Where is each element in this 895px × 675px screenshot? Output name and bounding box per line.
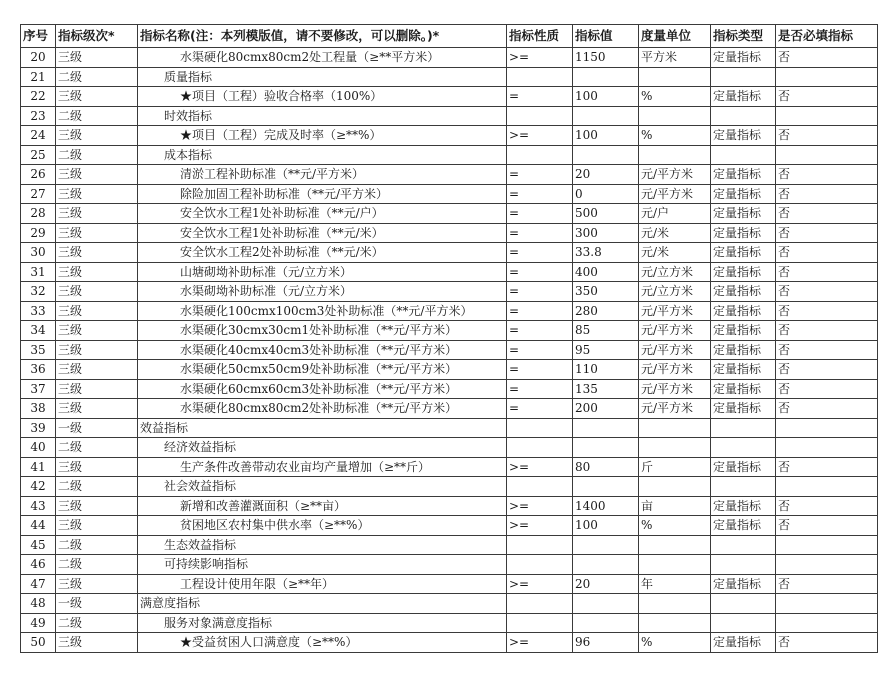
- cell-type: 定量指标: [711, 48, 776, 68]
- cell-type: [711, 555, 776, 575]
- cell-required: 否: [776, 204, 878, 224]
- cell-type: 定量指标: [711, 184, 776, 204]
- table-row: [21, 360, 878, 380]
- table-row: [21, 594, 878, 614]
- cell-name: ★项目（工程）完成及时率（≥**%）: [138, 126, 507, 146]
- cell-name: 工程设计使用年限（≥**年）: [138, 574, 507, 594]
- cell-type: [711, 67, 776, 87]
- cell-level: 三级: [56, 516, 138, 536]
- header-unit: 度量单位: [639, 25, 711, 48]
- cell-nature: [507, 106, 573, 126]
- cell-type: 定量指标: [711, 399, 776, 419]
- cell-type: 定量指标: [711, 282, 776, 302]
- cell-level: 三级: [56, 204, 138, 224]
- header-value: 指标值: [573, 25, 639, 48]
- cell-name: 时效指标: [138, 106, 507, 126]
- cell-no: 24: [21, 126, 56, 146]
- cell-required: 否: [776, 184, 878, 204]
- cell-no: 49: [21, 613, 56, 633]
- cell-nature: [507, 418, 573, 438]
- cell-value: 96: [573, 633, 639, 653]
- cell-nature: [507, 613, 573, 633]
- cell-type: 定量指标: [711, 204, 776, 224]
- cell-level: 一级: [56, 418, 138, 438]
- table-row: [21, 379, 878, 399]
- cell-required: 否: [776, 243, 878, 263]
- cell-nature: [507, 67, 573, 87]
- cell-name: 除险加固工程补助标准（**元/平方米）: [138, 184, 507, 204]
- cell-value: 33.8: [573, 243, 639, 263]
- cell-nature: >=: [507, 496, 573, 516]
- cell-value: 85: [573, 321, 639, 341]
- cell-value: 350: [573, 282, 639, 302]
- cell-nature: =: [507, 301, 573, 321]
- cell-name: 服务对象满意度指标: [138, 613, 507, 633]
- table-row: [21, 126, 878, 146]
- table-row: [21, 496, 878, 516]
- cell-name: 满意度指标: [138, 594, 507, 614]
- header-level: 指标级次*: [56, 25, 138, 48]
- cell-unit: [639, 555, 711, 575]
- cell-value: 95: [573, 340, 639, 360]
- cell-required: [776, 418, 878, 438]
- cell-name: 生产条件改善带动农业亩均产量增加（≥**斤）: [138, 457, 507, 477]
- table-row: [21, 48, 878, 68]
- cell-level: 三级: [56, 457, 138, 477]
- cell-no: 43: [21, 496, 56, 516]
- cell-type: 定量指标: [711, 457, 776, 477]
- cell-unit: %: [639, 516, 711, 536]
- cell-nature: >=: [507, 516, 573, 536]
- cell-name: 清淤工程补助标准（**元/平方米）: [138, 165, 507, 185]
- cell-no: 21: [21, 67, 56, 87]
- cell-no: 31: [21, 262, 56, 282]
- cell-level: 三级: [56, 574, 138, 594]
- header-required: 是否必填指标: [776, 25, 878, 48]
- table-row: [21, 477, 878, 497]
- cell-nature: =: [507, 379, 573, 399]
- cell-level: 三级: [56, 379, 138, 399]
- table-row: [21, 184, 878, 204]
- cell-value: [573, 594, 639, 614]
- cell-name: 质量指标: [138, 67, 507, 87]
- cell-unit: [639, 594, 711, 614]
- table-row: [21, 418, 878, 438]
- cell-value: [573, 477, 639, 497]
- cell-name: 水渠硬化80cmx80cm2处补助标准（**元/平方米）: [138, 399, 507, 419]
- cell-type: 定量指标: [711, 87, 776, 107]
- cell-no: 30: [21, 243, 56, 263]
- cell-required: 否: [776, 321, 878, 341]
- cell-type: 定量指标: [711, 126, 776, 146]
- header-type: 指标类型: [711, 25, 776, 48]
- cell-type: [711, 438, 776, 458]
- cell-required: [776, 535, 878, 555]
- cell-no: 28: [21, 204, 56, 224]
- cell-value: [573, 555, 639, 575]
- cell-required: 否: [776, 516, 878, 536]
- cell-nature: >=: [507, 457, 573, 477]
- cell-value: 400: [573, 262, 639, 282]
- cell-level: 一级: [56, 594, 138, 614]
- cell-name: 新增和改善灌溉面积（≥**亩）: [138, 496, 507, 516]
- cell-type: [711, 418, 776, 438]
- table-row: [21, 145, 878, 165]
- cell-no: 20: [21, 48, 56, 68]
- cell-unit: %: [639, 126, 711, 146]
- cell-required: 否: [776, 48, 878, 68]
- cell-level: 三级: [56, 262, 138, 282]
- cell-level: 三级: [56, 360, 138, 380]
- cell-level: 三级: [56, 340, 138, 360]
- cell-nature: =: [507, 243, 573, 263]
- table-row: [21, 438, 878, 458]
- cell-type: 定量指标: [711, 360, 776, 380]
- cell-no: 23: [21, 106, 56, 126]
- cell-type: 定量指标: [711, 379, 776, 399]
- cell-name: 水渠硬化100cmx100cm3处补助标准（**元/平方米）: [138, 301, 507, 321]
- cell-unit: %: [639, 633, 711, 653]
- table-row: [21, 457, 878, 477]
- cell-required: 否: [776, 87, 878, 107]
- cell-required: 否: [776, 262, 878, 282]
- cell-nature: =: [507, 321, 573, 341]
- cell-type: 定量指标: [711, 262, 776, 282]
- cell-unit: 年: [639, 574, 711, 594]
- cell-type: [711, 106, 776, 126]
- cell-type: [711, 145, 776, 165]
- cell-name: 水渠硬化80cmx80cm2处工程量（≥**平方米）: [138, 48, 507, 68]
- cell-no: 44: [21, 516, 56, 536]
- cell-no: 29: [21, 223, 56, 243]
- cell-nature: =: [507, 262, 573, 282]
- table-row: [21, 340, 878, 360]
- cell-nature: >=: [507, 126, 573, 146]
- cell-nature: [507, 535, 573, 555]
- cell-unit: 元/平方米: [639, 184, 711, 204]
- cell-type: [711, 477, 776, 497]
- cell-value: [573, 145, 639, 165]
- cell-no: 40: [21, 438, 56, 458]
- cell-level: 二级: [56, 106, 138, 126]
- cell-unit: 元/立方米: [639, 262, 711, 282]
- cell-type: 定量指标: [711, 633, 776, 653]
- cell-type: [711, 594, 776, 614]
- cell-value: 20: [573, 165, 639, 185]
- cell-required: 否: [776, 301, 878, 321]
- cell-nature: [507, 555, 573, 575]
- cell-required: [776, 555, 878, 575]
- cell-required: 否: [776, 282, 878, 302]
- cell-type: 定量指标: [711, 301, 776, 321]
- cell-name: 水渠硬化60cmx60cm3处补助标准（**元/平方米）: [138, 379, 507, 399]
- cell-required: [776, 67, 878, 87]
- cell-nature: =: [507, 399, 573, 419]
- cell-no: 32: [21, 282, 56, 302]
- table-row: [21, 301, 878, 321]
- cell-required: 否: [776, 399, 878, 419]
- cell-name: ★受益贫困人口满意度（≥**%）: [138, 633, 507, 653]
- cell-value: 1400: [573, 496, 639, 516]
- cell-value: 100: [573, 126, 639, 146]
- cell-value: [573, 67, 639, 87]
- cell-required: 否: [776, 379, 878, 399]
- header-row: [21, 25, 878, 48]
- table-row: [21, 204, 878, 224]
- cell-no: 35: [21, 340, 56, 360]
- cell-unit: 元/平方米: [639, 301, 711, 321]
- cell-required: 否: [776, 360, 878, 380]
- cell-type: 定量指标: [711, 516, 776, 536]
- table-row: [21, 516, 878, 536]
- cell-level: 三级: [56, 223, 138, 243]
- cell-nature: [507, 438, 573, 458]
- cell-no: 22: [21, 87, 56, 107]
- cell-required: 否: [776, 574, 878, 594]
- table-row: [21, 223, 878, 243]
- cell-unit: [639, 106, 711, 126]
- cell-type: [711, 613, 776, 633]
- cell-unit: [639, 67, 711, 87]
- cell-level: 二级: [56, 67, 138, 87]
- cell-name: 水渠硬化30cmx30cm1处补助标准（**元/平方米）: [138, 321, 507, 341]
- cell-type: 定量指标: [711, 243, 776, 263]
- cell-nature: >=: [507, 633, 573, 653]
- cell-unit: 元/立方米: [639, 282, 711, 302]
- cell-value: [573, 613, 639, 633]
- cell-level: 三级: [56, 282, 138, 302]
- cell-name: 水渠硬化50cmx50cm9处补助标准（**元/平方米）: [138, 360, 507, 380]
- cell-nature: [507, 477, 573, 497]
- cell-name: 经济效益指标: [138, 438, 507, 458]
- cell-value: 135: [573, 379, 639, 399]
- table-row: [21, 262, 878, 282]
- cell-unit: 元/平方米: [639, 399, 711, 419]
- cell-required: 否: [776, 223, 878, 243]
- cell-nature: =: [507, 282, 573, 302]
- cell-level: 三级: [56, 126, 138, 146]
- cell-no: 39: [21, 418, 56, 438]
- cell-name: 生态效益指标: [138, 535, 507, 555]
- cell-name: 安全饮水工程1处补助标准（**元/户）: [138, 204, 507, 224]
- cell-value: 200: [573, 399, 639, 419]
- cell-value: 110: [573, 360, 639, 380]
- cell-level: 二级: [56, 477, 138, 497]
- cell-name: 安全饮水工程1处补助标准（**元/米）: [138, 223, 507, 243]
- cell-value: [573, 418, 639, 438]
- cell-value: 280: [573, 301, 639, 321]
- cell-required: 否: [776, 496, 878, 516]
- cell-required: 否: [776, 126, 878, 146]
- cell-no: 27: [21, 184, 56, 204]
- cell-name: 水渠砌坳补助标准（元/立方米）: [138, 282, 507, 302]
- cell-required: [776, 438, 878, 458]
- table-row: [21, 574, 878, 594]
- cell-value: 1150: [573, 48, 639, 68]
- cell-required: [776, 145, 878, 165]
- cell-required: 否: [776, 633, 878, 653]
- cell-level: 三级: [56, 243, 138, 263]
- cell-type: 定量指标: [711, 574, 776, 594]
- cell-value: [573, 106, 639, 126]
- cell-no: 42: [21, 477, 56, 497]
- cell-value: 0: [573, 184, 639, 204]
- cell-nature: =: [507, 165, 573, 185]
- cell-level: 三级: [56, 48, 138, 68]
- cell-no: 36: [21, 360, 56, 380]
- cell-value: 80: [573, 457, 639, 477]
- cell-level: 二级: [56, 613, 138, 633]
- cell-value: 300: [573, 223, 639, 243]
- table-row: [21, 106, 878, 126]
- cell-unit: 元/平方米: [639, 165, 711, 185]
- cell-unit: 元/平方米: [639, 360, 711, 380]
- cell-value: 100: [573, 87, 639, 107]
- cell-unit: [639, 477, 711, 497]
- cell-unit: [639, 535, 711, 555]
- cell-name: 可持续影响指标: [138, 555, 507, 575]
- cell-unit: 元/平方米: [639, 379, 711, 399]
- table-row: [21, 67, 878, 87]
- cell-unit: [639, 438, 711, 458]
- cell-no: 26: [21, 165, 56, 185]
- cell-name: 成本指标: [138, 145, 507, 165]
- cell-no: 41: [21, 457, 56, 477]
- cell-no: 45: [21, 535, 56, 555]
- table-row: [21, 321, 878, 341]
- cell-unit: 元/平方米: [639, 321, 711, 341]
- cell-required: 否: [776, 457, 878, 477]
- cell-type: 定量指标: [711, 340, 776, 360]
- cell-level: 二级: [56, 145, 138, 165]
- cell-name: 山塘砌坳补助标准（元/立方米）: [138, 262, 507, 282]
- cell-nature: >=: [507, 574, 573, 594]
- cell-level: 三级: [56, 87, 138, 107]
- cell-no: 34: [21, 321, 56, 341]
- cell-nature: =: [507, 184, 573, 204]
- cell-required: 否: [776, 165, 878, 185]
- cell-level: 三级: [56, 184, 138, 204]
- cell-unit: 元/平方米: [639, 340, 711, 360]
- cell-level: 二级: [56, 535, 138, 555]
- cell-level: 三级: [56, 321, 138, 341]
- cell-unit: [639, 418, 711, 438]
- cell-unit: 元/户: [639, 204, 711, 224]
- cell-unit: 元/米: [639, 243, 711, 263]
- header-nature: 指标性质: [507, 25, 573, 48]
- cell-nature: [507, 594, 573, 614]
- cell-no: 38: [21, 399, 56, 419]
- cell-name: 水渠硬化40cmx40cm3处补助标准（**元/平方米）: [138, 340, 507, 360]
- cell-nature: =: [507, 204, 573, 224]
- cell-unit: 元/米: [639, 223, 711, 243]
- cell-level: 三级: [56, 633, 138, 653]
- cell-type: 定量指标: [711, 496, 776, 516]
- cell-name: 效益指标: [138, 418, 507, 438]
- cell-required: [776, 106, 878, 126]
- cell-type: [711, 535, 776, 555]
- table-row: [21, 165, 878, 185]
- cell-level: 二级: [56, 555, 138, 575]
- cell-nature: >=: [507, 48, 573, 68]
- table-row: [21, 613, 878, 633]
- cell-no: 47: [21, 574, 56, 594]
- cell-type: 定量指标: [711, 223, 776, 243]
- cell-no: 46: [21, 555, 56, 575]
- cell-nature: =: [507, 87, 573, 107]
- cell-nature: [507, 145, 573, 165]
- table-row: [21, 555, 878, 575]
- cell-unit: 亩: [639, 496, 711, 516]
- cell-value: 20: [573, 574, 639, 594]
- cell-level: 二级: [56, 438, 138, 458]
- cell-unit: 斤: [639, 457, 711, 477]
- cell-level: 三级: [56, 399, 138, 419]
- cell-no: 33: [21, 301, 56, 321]
- cell-nature: =: [507, 340, 573, 360]
- cell-type: 定量指标: [711, 165, 776, 185]
- indicator-table: [20, 24, 878, 653]
- cell-unit: [639, 145, 711, 165]
- cell-name: 社会效益指标: [138, 477, 507, 497]
- cell-unit: %: [639, 87, 711, 107]
- cell-value: [573, 438, 639, 458]
- cell-required: [776, 594, 878, 614]
- cell-required: [776, 477, 878, 497]
- cell-value: [573, 535, 639, 555]
- cell-required: 否: [776, 340, 878, 360]
- cell-level: 三级: [56, 165, 138, 185]
- cell-no: 25: [21, 145, 56, 165]
- header-name: 指标名称(注：本列模版值，请不要修改，可以删除。)*: [138, 25, 507, 48]
- cell-name: 贫困地区农村集中供水率（≥**%）: [138, 516, 507, 536]
- cell-nature: =: [507, 360, 573, 380]
- table-row: [21, 535, 878, 555]
- cell-name: 安全饮水工程2处补助标准（**元/米）: [138, 243, 507, 263]
- cell-no: 48: [21, 594, 56, 614]
- header-no: 序号: [21, 25, 56, 48]
- cell-level: 三级: [56, 496, 138, 516]
- cell-name: ★项目（工程）验收合格率（100%）: [138, 87, 507, 107]
- cell-type: 定量指标: [711, 321, 776, 341]
- table-row: [21, 282, 878, 302]
- cell-no: 37: [21, 379, 56, 399]
- table-row: [21, 633, 878, 653]
- cell-value: 500: [573, 204, 639, 224]
- table-row: [21, 243, 878, 263]
- cell-required: [776, 613, 878, 633]
- cell-unit: 平方米: [639, 48, 711, 68]
- cell-level: 三级: [56, 301, 138, 321]
- table-row: [21, 399, 878, 419]
- cell-no: 50: [21, 633, 56, 653]
- table-row: [21, 87, 878, 107]
- cell-value: 100: [573, 516, 639, 536]
- cell-nature: =: [507, 223, 573, 243]
- cell-unit: [639, 613, 711, 633]
